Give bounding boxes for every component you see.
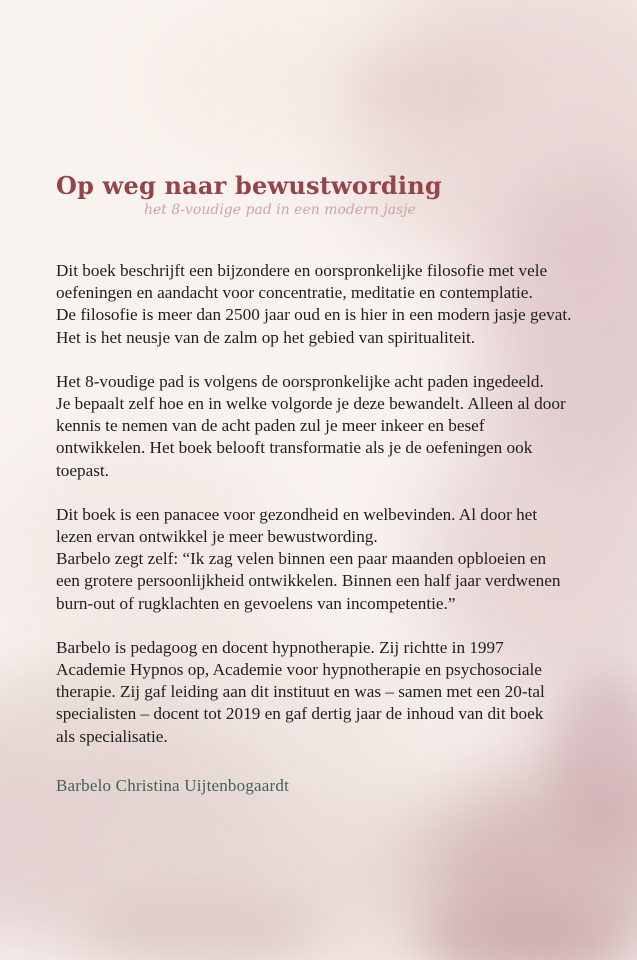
text-line: kennis te nemen van de acht paden zul je meer inkeer en besef: [56, 416, 485, 436]
text-line: burn-out of rugklachten en gevoelens van incompetentie.”: [56, 593, 456, 613]
text-line: Dit boek beschrijft een bijzondere en oorspronkelijke filosofie met vele: [56, 261, 548, 280]
author-name: Barbelo Christina Uijtenbogaardt: [56, 775, 290, 795]
paragraph-2: [56, 371, 626, 482]
text-line: Het is het neusje van de zalm op het gebied van spiritualiteit.: [56, 327, 476, 347]
text-line: Je bepaalt zelf hoe en in welke volgorde je deze bewandelt. Alleen al door: [56, 394, 566, 414]
text-line: specialisten – docent tot 2019 en gaf dertig jaar de inhoud van dit boek: [56, 704, 544, 724]
text-line: Het 8-voudige pad is volgens de oorspronkelijke acht paden ingedeeld.: [56, 371, 544, 391]
text-line: als specialisatie.: [56, 726, 168, 746]
text-line: Barbelo is pedagoog en docent hypnotherapie. Zij richtte in 1997: [56, 637, 504, 657]
text-line: lezen ervan ontwikkel je meer bewustwording.: [56, 527, 378, 547]
paragraph-3: [56, 504, 626, 615]
text-line: oefeningen en aandacht voor concentratie, meditatie en contemplatie.: [56, 283, 533, 303]
text-line: Academie Hypnos op, Academie voor hypnotherapie en psychosociale: [56, 660, 542, 680]
book-title: Op weg naar bewustwording: [56, 171, 442, 200]
text-line: therapie. Zij gaf leiding aan dit instituut en was – samen met een 20-tal: [56, 682, 545, 702]
text-line: toepast.: [56, 460, 109, 480]
paragraph-4: [56, 637, 626, 748]
book-subtitle: het 8-voudige pad in een modern jasje: [144, 202, 416, 218]
description: [56, 260, 626, 748]
paragraph-1: [56, 260, 626, 349]
text-line: Dit boek is een panacee voor gezondheid en welbevinden. Al door het: [56, 504, 538, 524]
text-line: De filosofie is meer dan 2500 jaar oud en is hier in een modern jasje gevat.: [56, 305, 572, 325]
text-line: Barbelo zegt zelf: “Ik zag velen binnen een paar maanden opbloeien en: [56, 549, 547, 569]
text-line: een grotere persoonlijkheid ontwikkelen. Binnen een half jaar verdwenen: [56, 571, 561, 591]
text-block: [56, 170, 626, 797]
text-line: ontwikkelen. Het boek belooft transformatie als je de oefeningen ook: [56, 438, 533, 458]
